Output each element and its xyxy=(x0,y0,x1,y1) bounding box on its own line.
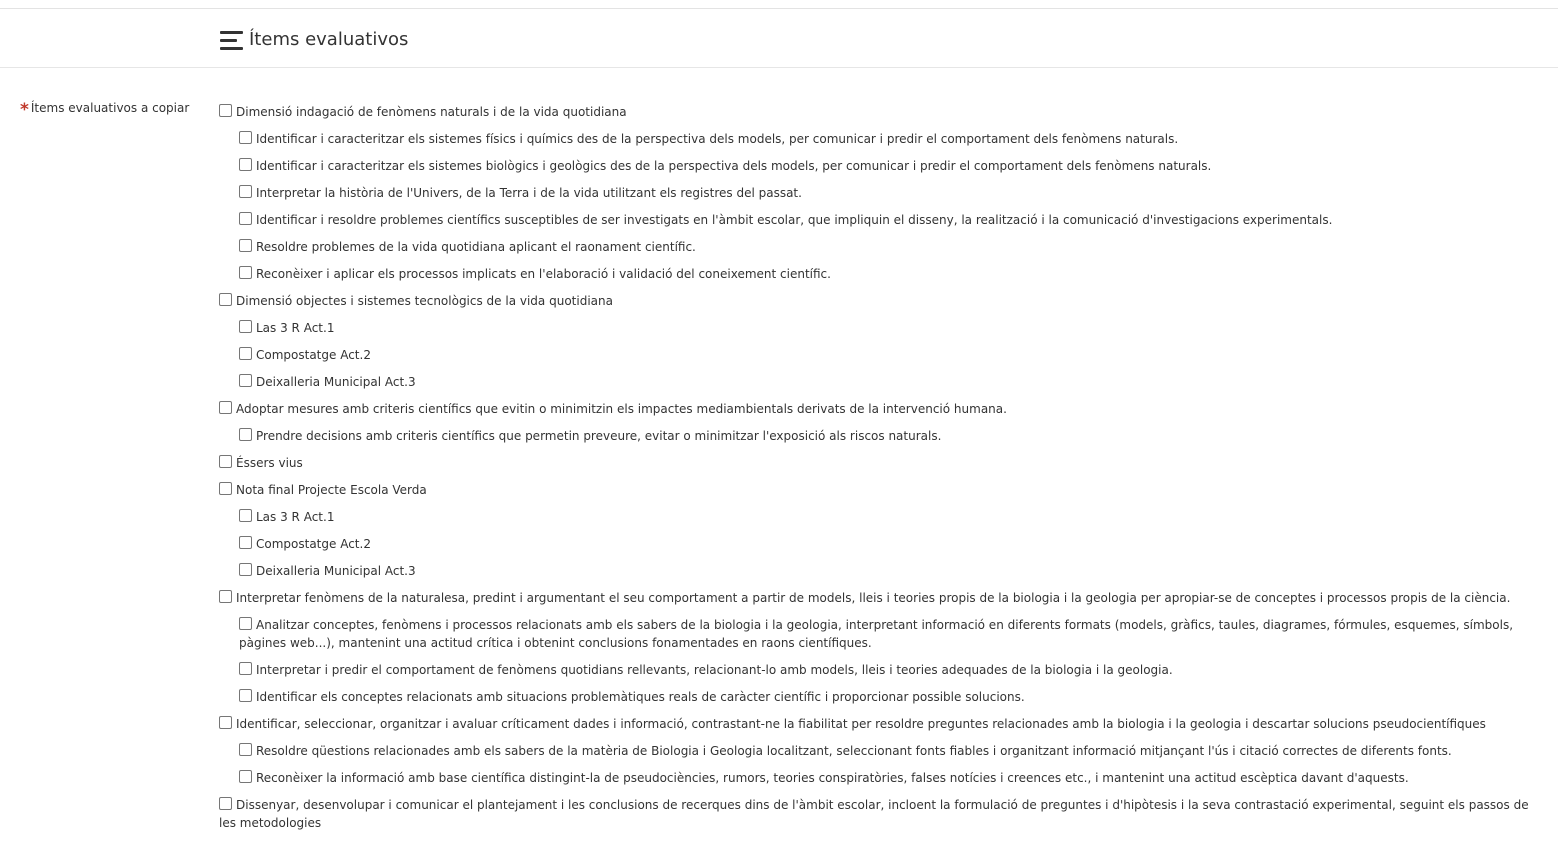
item-label[interactable]: Adoptar mesures amb criteris científics que evitin o minimitzin els impactes mediambientals derivats de la intervenció humana. xyxy=(236,402,1007,416)
item-label[interactable]: Reconèixer la informació amb base científica distingint-la de pseudociències, rumors, teories conspiratòries, falses notícies i creences etc., i mantenint una actitud escèptica davant d'aquests. xyxy=(256,771,1409,785)
item-subitem xyxy=(219,769,1544,787)
item-checkbox[interactable] xyxy=(219,401,232,414)
item-subitem xyxy=(219,616,1544,652)
item-subitem xyxy=(219,562,1544,580)
item-subitem xyxy=(219,688,1544,706)
item-checkbox[interactable] xyxy=(239,347,252,360)
item-subitem xyxy=(219,157,1544,175)
item-checkbox[interactable] xyxy=(239,239,252,252)
item-checkbox[interactable] xyxy=(239,212,252,225)
item-label[interactable]: Interpretar i predir el comportament de fenòmens quotidians rellevants, relacionant-lo amb models, lleis i teories adequades de la biologia i la geologia. xyxy=(256,663,1173,677)
item-label[interactable]: Identificar, seleccionar, organitzar i avaluar críticament dades i informació, contrastant-ne la fiabilitat per resoldre preguntes relacionades amb la biologia i la geologia i descartar solucions pseudocientífiques xyxy=(236,717,1486,731)
item-checkbox[interactable] xyxy=(239,320,252,333)
section-header xyxy=(0,9,1558,68)
item-group xyxy=(219,400,1544,418)
section-title: Ítems evaluativos xyxy=(249,29,409,50)
item-label[interactable]: Interpretar la història de l'Univers, de la Terra i de la vida utilitzant els registres del passat. xyxy=(256,186,802,200)
item-label[interactable]: Dissenyar, desenvolupar i comunicar el plantejament i les conclusions de recerques dins de l'àmbit escolar, incloent la formulació de preguntes i d'hipòtesis i la seva contrastació experimental, seguint els passos de les metodologies xyxy=(219,798,1529,830)
item-label[interactable]: Identificar els conceptes relacionats amb situacions problemàtiques reals de caràcter científic i proporcionar possible solucions. xyxy=(256,690,1025,704)
item-group xyxy=(219,103,1544,121)
item-checkbox[interactable] xyxy=(219,455,232,468)
hamburger-menu-icon[interactable] xyxy=(220,31,243,50)
item-checkbox[interactable] xyxy=(239,563,252,576)
item-group xyxy=(219,454,1544,472)
item-subitem xyxy=(219,238,1544,256)
item-subitem xyxy=(219,184,1544,202)
item-subitem xyxy=(219,373,1544,391)
items-checkbox-list xyxy=(219,103,1544,841)
item-label[interactable]: Resoldre qüestions relacionades amb els sabers de la matèria de Biologia i Geologia localitzant, seleccionant fonts fiables i organitzant informació mitjançant l'ús i citació correctes de diferents fonts. xyxy=(256,744,1452,758)
item-checkbox[interactable] xyxy=(239,689,252,702)
item-label[interactable]: Analitzar conceptes, fenòmens i processos relacionats amb els sabers de la biologia i la geologia, interpretant informació en diferents formats (models, gràfics, taules, diagrames, fórmules, esquemes, símbols, pàgines web...), mantenint una actitud crítica i obtenint conclusions fonamentades en raons científiques. xyxy=(239,618,1514,650)
item-label[interactable]: Resoldre problemes de la vida quotidiana aplicant el raonament científic. xyxy=(256,240,696,254)
item-checkbox[interactable] xyxy=(239,770,252,783)
item-group xyxy=(219,292,1544,310)
item-label[interactable]: Dimensió objectes i sistemes tecnològics de la vida quotidiana xyxy=(236,294,613,308)
item-label[interactable]: Nota final Projecte Escola Verda xyxy=(236,483,427,497)
item-subitem xyxy=(219,661,1544,679)
item-checkbox[interactable] xyxy=(239,266,252,279)
item-checkbox[interactable] xyxy=(219,104,232,117)
item-checkbox[interactable] xyxy=(239,509,252,522)
item-subitem xyxy=(219,742,1544,760)
item-label[interactable]: Reconèixer i aplicar els processos implicats en l'elaboració i validació del coneixement científic. xyxy=(256,267,831,281)
item-checkbox[interactable] xyxy=(239,617,252,630)
item-label[interactable]: Deixalleria Municipal Act.3 xyxy=(256,375,416,389)
item-checkbox[interactable] xyxy=(239,185,252,198)
item-group xyxy=(219,715,1544,733)
item-checkbox[interactable] xyxy=(219,716,232,729)
item-subitem xyxy=(219,427,1544,445)
item-label[interactable]: Compostatge Act.2 xyxy=(256,348,371,362)
item-checkbox[interactable] xyxy=(239,428,252,441)
item-label[interactable]: Deixalleria Municipal Act.3 xyxy=(256,564,416,578)
item-group xyxy=(219,589,1544,607)
item-label[interactable]: Éssers vius xyxy=(236,456,303,470)
item-checkbox[interactable] xyxy=(239,131,252,144)
item-subitem xyxy=(219,508,1544,526)
item-label[interactable]: Prendre decisions amb criteris científics que permetin preveure, evitar o minimitzar l'exposició als riscos naturals. xyxy=(256,429,942,443)
item-checkbox[interactable] xyxy=(219,797,232,810)
required-asterisk: * xyxy=(20,100,29,120)
item-label[interactable]: Compostatge Act.2 xyxy=(256,537,371,551)
field-label-text: Ítems evaluativos a copiar xyxy=(30,101,190,115)
item-subitem xyxy=(219,211,1544,229)
item-group xyxy=(219,481,1544,499)
item-subitem xyxy=(219,265,1544,283)
item-label[interactable]: Identificar i resoldre problemes científics susceptibles de ser investigats en l'àmbit escolar, que impliquin el disseny, la realització i la comunicació d'investigacions experimentals. xyxy=(256,213,1333,227)
item-label[interactable]: Las 3 R Act.1 xyxy=(256,321,335,335)
item-checkbox[interactable] xyxy=(239,743,252,756)
item-group xyxy=(219,796,1544,832)
item-label[interactable]: Identificar i caracteritzar els sistemes físics i químics des de la perspectiva dels models, per comunicar i predir el comportament dels fenòmens naturals. xyxy=(256,132,1179,146)
item-subitem xyxy=(219,346,1544,364)
item-label[interactable]: Interpretar fenòmens de la naturalesa, predint i argumentant el seu comportament a partir de models, lleis i teories propis de la biologia i la geologia per apropiar-se de conceptes i processos propis de la ciència. xyxy=(236,591,1511,605)
item-subitem xyxy=(219,535,1544,553)
item-checkbox[interactable] xyxy=(239,662,252,675)
item-label[interactable]: Dimensió indagació de fenòmens naturals i de la vida quotidiana xyxy=(236,105,627,119)
item-label[interactable]: Las 3 R Act.1 xyxy=(256,510,335,524)
item-label[interactable]: Identificar i caracteritzar els sistemes biològics i geològics des de la perspectiva dels models, per comunicar i predir el comportament dels fenòmens naturals. xyxy=(256,159,1212,173)
field-label xyxy=(20,100,189,120)
item-checkbox[interactable] xyxy=(239,374,252,387)
item-subitem xyxy=(219,130,1544,148)
item-subitem xyxy=(219,319,1544,337)
item-checkbox[interactable] xyxy=(219,590,232,603)
item-checkbox[interactable] xyxy=(239,536,252,549)
item-checkbox[interactable] xyxy=(219,293,232,306)
item-checkbox[interactable] xyxy=(219,482,232,495)
item-checkbox[interactable] xyxy=(239,158,252,171)
